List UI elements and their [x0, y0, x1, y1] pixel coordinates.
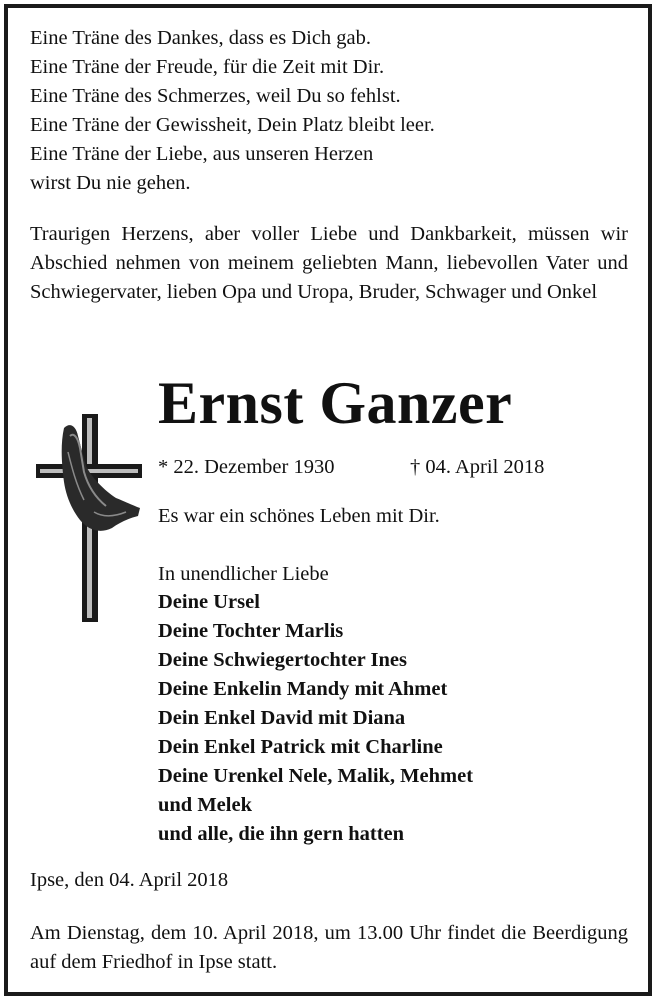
mourner: Dein Enkel David mit Diana	[158, 707, 406, 729]
poem-line: wirst Du nie gehen.	[30, 172, 191, 194]
mourner: Deine Schwiegertochter Ines	[158, 649, 407, 671]
birth-date: * 22. Dezember 1930	[158, 456, 335, 478]
obituary-frame	[4, 4, 652, 996]
funeral-notice: Am Dienstag, dem 10. April 2018, um 13.00 Uhr findet die Beerdigung auf dem Friedhof in Ipse statt.	[30, 922, 628, 973]
mourner: Deine Enkelin Mandy mit Ahmet	[158, 678, 448, 700]
motto: Es war ein schönes Leben mit Dir.	[158, 505, 440, 527]
poem-line: Eine Träne der Gewissheit, Dein Platz bleibt leer.	[30, 114, 435, 136]
mourner: Deine Tochter Marlis	[158, 620, 344, 642]
poem	[30, 24, 435, 198]
poem-line: Eine Träne der Freude, für die Zeit mit Dir.	[30, 56, 385, 78]
life-dates	[158, 453, 545, 482]
poem-line: Eine Träne des Dankes, dass es Dich gab.	[30, 27, 372, 49]
mourner: Deine Ursel	[158, 591, 260, 613]
mourners-list	[158, 588, 473, 849]
intro-text: Traurigen Herzens, aber voller Liebe und Dankbarkeit, müssen wir Abschied nehmen von meinem geliebten Mann, liebevollen Vater und Schwiegervater, lieben Opa und Uropa, Bruder, Schwager und Onkel	[30, 223, 628, 303]
death-date: † 04. April 2018	[410, 456, 545, 478]
mourner: Dein Enkel Patrick mit Charline	[158, 736, 443, 758]
deceased-name: Ernst Ganzer	[158, 370, 513, 436]
cross-praying-hands-icon	[34, 406, 144, 631]
poem-line: Eine Träne des Schmerzes, weil Du so fehlst.	[30, 85, 401, 107]
place-date: Ipse, den 04. April 2018	[30, 869, 229, 891]
mourner: und Melek	[158, 794, 252, 816]
poem-line: Eine Träne der Liebe, aus unseren Herzen	[30, 143, 374, 165]
mourner: Deine Urenkel Nele, Malik, Mehmet	[158, 765, 474, 787]
mourner: und alle, die ihn gern hatten	[158, 823, 405, 845]
signoff: In unendlicher Liebe	[158, 563, 329, 585]
